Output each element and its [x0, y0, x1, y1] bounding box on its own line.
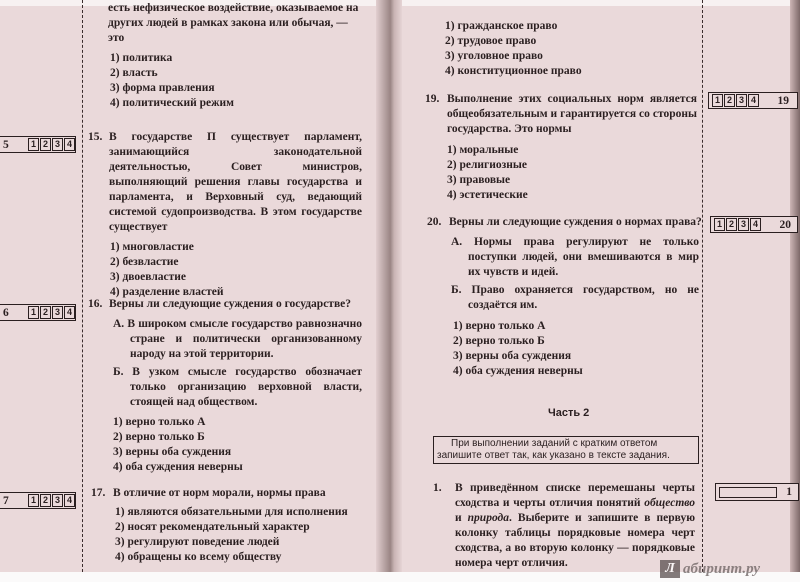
answer-box-number: 5	[3, 138, 9, 151]
option: 3) верны оба суждения	[113, 446, 232, 458]
option: 2) верно только Б	[453, 335, 545, 347]
answer-cell[interactable]: 4	[64, 306, 75, 319]
answer-box-number: 20	[779, 218, 791, 231]
question-1	[433, 481, 695, 571]
answer-cell[interactable]: 3	[738, 218, 749, 231]
text: и	[455, 512, 468, 524]
answer-cell[interactable]: 2	[724, 94, 735, 107]
option: 2) власть	[110, 67, 158, 79]
question-text: В отличие от норм морали, нормы права	[113, 487, 326, 499]
option: 1) моральные	[447, 144, 519, 156]
question-text: Верны ли следующие суждения о нормах права?	[449, 216, 702, 228]
option: 3) уголовное право	[445, 50, 543, 62]
question-number: 17.	[91, 487, 106, 499]
answer-cell[interactable]: 3	[52, 494, 63, 507]
question-number: 19.	[425, 93, 440, 105]
q14-line: это	[108, 32, 125, 44]
answer-box-20[interactable]	[710, 216, 798, 233]
answer-box-number: 1	[786, 486, 792, 498]
question-17	[91, 486, 362, 565]
question-18-options	[445, 19, 695, 79]
answer-box-15[interactable]	[0, 136, 76, 153]
option: 3) регулируют поведение людей	[115, 536, 280, 548]
question-text: Выполнение этих социальных норм является общеобязательным и гарантируется со стороны государства. Это нормы	[447, 93, 697, 135]
question-number: 20.	[427, 216, 442, 228]
text: В приведённом списке перемешаны черты сходства и черты отличия понятий	[455, 482, 695, 509]
question-14	[108, 1, 364, 111]
option: 2) трудовое право	[445, 35, 537, 47]
option: 4) оба суждения неверны	[113, 461, 243, 473]
option: 3) верны оба суждения	[453, 350, 572, 362]
answer-cell[interactable]: 1	[28, 494, 39, 507]
question-number: 16.	[88, 298, 103, 310]
option: 2) носят рекомендательный характер	[115, 521, 310, 533]
instruction-box	[433, 436, 699, 464]
answer-cell[interactable]: 1	[712, 94, 723, 107]
answer-cell[interactable]: 4	[748, 94, 759, 107]
q14-line: других людей в рамках закона или обычая, —	[108, 17, 348, 29]
option: 3) форма правления	[110, 82, 215, 94]
question-number: 1.	[433, 482, 442, 494]
left-cut-line	[82, 0, 83, 572]
answer-cell[interactable]: 1	[714, 218, 725, 231]
instruction-text: При выполнении заданий с кратким ответом запишите ответ так, как указано в тексте задания.	[437, 438, 670, 461]
book-gutter	[376, 0, 402, 572]
answer-cell[interactable]: 1	[28, 138, 39, 151]
answer-box-19[interactable]	[708, 92, 798, 109]
question-text: В государстве П существует парламент, занимающийся законодательной деятельностью, Совет министров, выполняющий решения главы государства и парламента, и Верховный суд, ведающий системой судопроизводства. В этом государстве существует	[109, 131, 362, 233]
answer-box-number: 6	[3, 306, 9, 319]
question-15	[88, 130, 362, 300]
question-number: 15.	[88, 131, 103, 143]
answer-cell[interactable]: 2	[40, 138, 51, 151]
answer-cell[interactable]: 3	[52, 138, 63, 151]
statement-a: А. Нормы права регулируют не только поступки людей, они вмешиваются в мир их чувств и идей.	[451, 236, 699, 278]
option: 2) религиозные	[447, 159, 527, 171]
answer-cell[interactable]: 4	[750, 218, 761, 231]
term-society: общество	[644, 497, 695, 509]
option: 1) являются обязательными для исполнения	[115, 506, 348, 518]
statement-a: А. В широком смысле государство равнозначно стране и политически организованному народу на этой территории.	[113, 318, 362, 360]
answer-cell[interactable]: 4	[64, 494, 75, 507]
option: 1) гражданское право	[445, 20, 558, 32]
question-16	[88, 297, 362, 475]
term-nature: природа	[467, 512, 510, 524]
option: 1) политика	[110, 52, 173, 64]
statement-b: Б. В узком смысле государство обозначает только организацию верховной власти, стоящей над обществом.	[113, 366, 362, 408]
labirint-logo: Л	[660, 560, 680, 578]
option: 4) эстетические	[447, 189, 528, 201]
question-19	[425, 92, 697, 203]
option: 4) разделение властей	[110, 286, 224, 298]
answer-box-number: 19	[777, 94, 789, 107]
answer-cell[interactable]: 2	[40, 494, 51, 507]
option: 4) обращены ко всему обществу	[115, 551, 282, 563]
option: 1) верно только А	[113, 416, 206, 428]
answer-box-1[interactable]	[715, 483, 799, 501]
option: 3) двоевластие	[110, 271, 187, 283]
option: 4) оба суждения неверны	[453, 365, 583, 377]
q14-line: есть нефизическое воздействие, оказываемое на	[108, 2, 359, 14]
text: . Выберите и запишите в первую колонку таблицы порядковые номера черт сходства, а во вторую колонку — порядковые номера черт отличия.	[455, 512, 695, 569]
answer-cell[interactable]: 4	[64, 138, 75, 151]
answer-cell[interactable]: 2	[40, 306, 51, 319]
option: 3) правовые	[447, 174, 511, 186]
answer-field[interactable]	[719, 487, 777, 498]
question-text: Верны ли следующие суждения о государстве?	[109, 298, 352, 310]
question-text	[455, 481, 695, 571]
option: 1) многовластие	[110, 241, 194, 253]
answer-box-17[interactable]	[0, 492, 76, 509]
part-2-heading: Часть 2	[548, 407, 590, 419]
option: 4) политический режим	[110, 97, 234, 109]
question-20	[427, 215, 702, 379]
answer-cell[interactable]: 1	[28, 306, 39, 319]
option: 2) верно только Б	[113, 431, 205, 443]
answer-cell[interactable]: 3	[52, 306, 63, 319]
statement-b: Б. Право охраняется государством, но не создаётся им.	[451, 284, 699, 311]
watermark-text: абиринт.ру	[683, 561, 761, 577]
answer-box-number: 7	[3, 494, 9, 507]
answer-box-16[interactable]	[0, 304, 76, 321]
answer-cell[interactable]: 2	[726, 218, 737, 231]
right-cut-line	[702, 0, 703, 572]
option: 2) безвластие	[110, 256, 179, 268]
option: 1) верно только А	[453, 320, 546, 332]
answer-cell[interactable]: 3	[736, 94, 747, 107]
option: 4) конституционное право	[445, 65, 582, 77]
